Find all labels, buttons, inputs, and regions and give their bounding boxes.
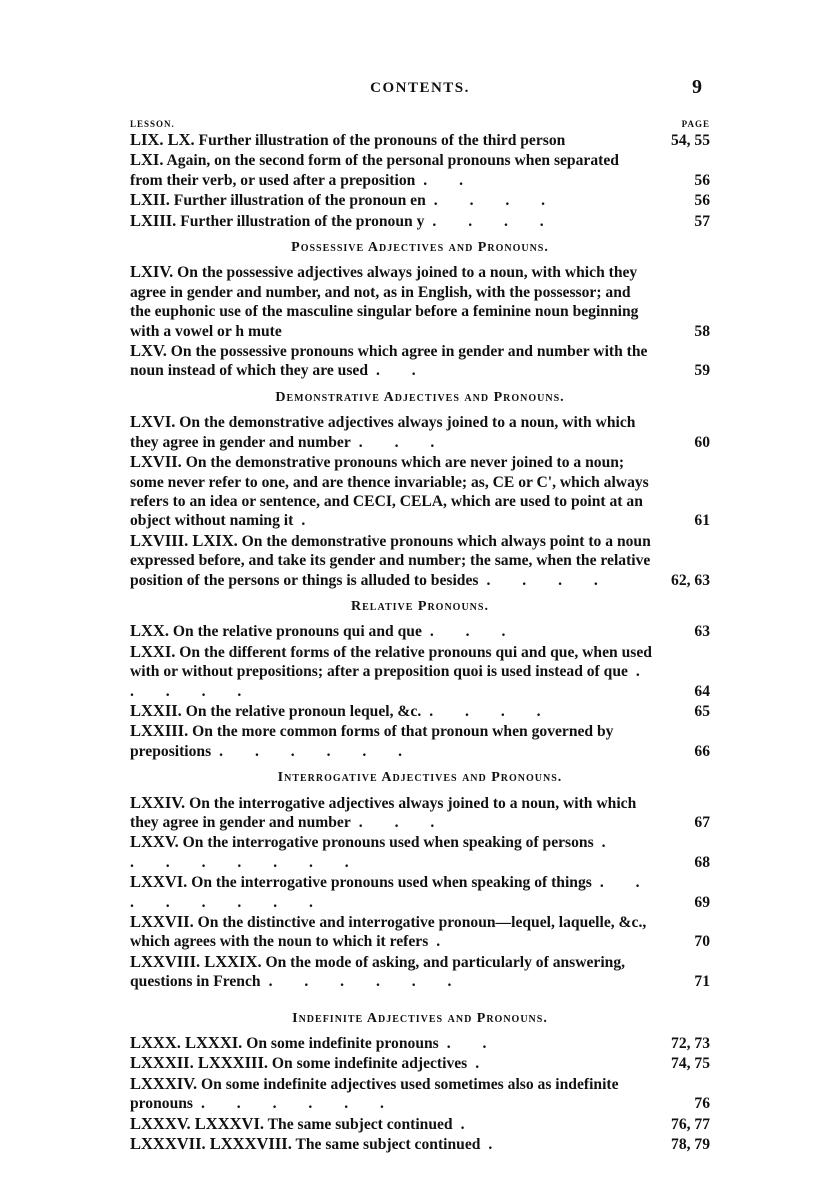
leader-dots: . . . . . <box>130 663 654 700</box>
page-reference: 64 <box>694 682 710 700</box>
page-reference: 72, 73 <box>671 1035 710 1053</box>
toc-entry <box>130 832 710 872</box>
lesson-title: On the interrogative adjectives always joined to a noun, with which they agree in gender and number <box>130 794 637 831</box>
leader-dots <box>282 323 290 340</box>
section-heading: Relative Pronouns. <box>351 598 489 614</box>
lesson-number: LXXII. <box>130 700 182 720</box>
page-column-heading: PAGE <box>681 119 710 129</box>
lesson-title: On the relative pronoun lequel, &c. <box>185 702 422 720</box>
lesson-number: LXXXII. LXXXIII. <box>130 1053 268 1073</box>
toc-entry <box>130 952 710 992</box>
page-reference: 62, 63 <box>671 571 710 589</box>
toc-entry <box>130 872 710 912</box>
lesson-title: On some indefinite adjectives <box>271 1055 468 1073</box>
toc-entry <box>130 721 710 761</box>
leader-dots: . . . . . . <box>268 973 466 991</box>
lesson-number: LXVII. <box>130 452 182 472</box>
page-reference: 78, 79 <box>671 1136 710 1154</box>
page-reference: 71 <box>694 973 710 991</box>
running-title: CONTENTS. <box>370 80 470 96</box>
lesson-title: On the relative pronouns qui and que <box>172 623 422 641</box>
page-reference: 56 <box>694 171 710 189</box>
lesson-number: LXXIV. <box>130 792 186 812</box>
lesson-number: LXVIII. LXIX. <box>130 530 238 550</box>
leader-dots: . . <box>376 362 430 380</box>
page-reference: 63 <box>694 623 710 641</box>
lesson-title: On the demonstrative pronouns which always point to a noun expressed before, and take its gender and number; the same, when the relative position of the persons or things is alluded to besides <box>130 532 651 589</box>
lesson-title: The same subject continued <box>295 1136 481 1154</box>
leader-dots: . <box>301 512 320 530</box>
lesson-number: LXXX. LXXXI. <box>130 1033 243 1053</box>
lesson-title: On the distinctive and interrogative pronoun—lequel, laquelle, &c., which agrees with the noun to which it refers <box>130 914 647 951</box>
lesson-title: On some indefinite pronouns <box>246 1035 439 1053</box>
toc-entry <box>130 1074 710 1114</box>
toc-entry <box>130 1033 710 1053</box>
toc-entry <box>130 531 710 590</box>
lesson-number: LXXIII. <box>130 721 189 741</box>
page-reference: 76, 77 <box>671 1115 710 1133</box>
page-reference: 57 <box>694 212 710 230</box>
lesson-title: On the interrogative pronouns used when speaking of persons <box>182 834 594 852</box>
spacer <box>130 992 710 1002</box>
lesson-title: On the interrogative pronouns used when speaking of things <box>191 874 592 892</box>
section-heading: Possessive Adjectives and Pronouns. <box>291 240 549 256</box>
toc-entry <box>130 150 710 190</box>
toc-entry <box>130 1134 710 1154</box>
page-reference: 59 <box>694 362 710 380</box>
lesson-number: LXX. <box>130 621 169 641</box>
leader-dots: . . . . <box>432 212 558 230</box>
leader-dots: . . <box>423 171 477 189</box>
toc-entry <box>130 211 710 231</box>
lesson-number: LXXXIV. <box>130 1073 198 1093</box>
lesson-title: On the demonstrative pronouns which are never joined to a noun; some never refer to one, and are thence invariable; as, CE or C', which always refers to an idea or sentence, and CECI, CELA, which are used to point at an object without naming it <box>130 454 649 530</box>
lesson-number: LXIV. <box>130 262 174 282</box>
leader-dots: . . . <box>358 814 449 831</box>
page-reference: 67 <box>694 814 710 831</box>
leader-dots: . . . . <box>433 192 560 210</box>
lesson-title: On the different forms of the relative pronouns qui and que, when used with or without prepositions; after a preposition quoi is used instead of que <box>130 643 652 681</box>
toc-entry <box>130 452 710 531</box>
lesson-number: LXVI. <box>130 412 176 432</box>
toc-entry <box>130 190 710 210</box>
section-heading: Interrogative Adjectives and Pronouns. <box>277 770 563 786</box>
table-of-contents <box>130 130 710 1155</box>
leader-dots: . . . . . . . . <box>130 834 620 871</box>
toc-entry <box>130 793 710 833</box>
toc-entry <box>130 621 710 641</box>
page-reference: 61 <box>694 512 710 530</box>
leader-dots: . . . . <box>429 702 555 720</box>
lesson-number: LIX. LX. <box>130 130 195 149</box>
toc-entry <box>130 262 710 341</box>
leader-dots: . . . <box>429 623 520 641</box>
page-reference: 66 <box>694 742 710 760</box>
lesson-title: On the more common forms of that pronoun when governed by prepositions <box>130 723 614 760</box>
leader-dots: . <box>475 1055 494 1073</box>
page-reference: 60 <box>694 433 710 451</box>
toc-entry <box>130 130 710 150</box>
lesson-number: LXIII. <box>130 210 177 230</box>
section-heading: Indefinite Adjectives and Pronouns. <box>292 1010 548 1026</box>
lesson-title: The same subject continued <box>267 1115 453 1133</box>
lesson-title: Further illustration of the pronoun y <box>180 212 425 230</box>
lesson-title: Further illustration of the pronoun en <box>173 192 426 210</box>
toc-entry <box>130 412 710 452</box>
lesson-title: On the demonstrative adjectives always joined to a noun, with which they agree in gender and number <box>130 414 636 451</box>
lesson-number: LXXXVII. LXXXVIII. <box>130 1134 292 1154</box>
page-reference: 58 <box>694 322 710 340</box>
page-number: 9 <box>692 76 702 98</box>
lesson-title: Again, on the second form of the personal pronouns when separated from their verb, or used after a preposition <box>130 152 619 189</box>
lesson-number: LXI. <box>130 150 164 170</box>
toc-entry <box>130 701 710 721</box>
column-headings <box>130 119 710 129</box>
lesson-number: LXXVIII. LXXIX. <box>130 951 262 971</box>
toc-entry <box>130 341 710 381</box>
page-reference: 65 <box>694 702 710 720</box>
leader-dots: . . . . <box>486 571 612 589</box>
lesson-number: LXXXV. LXXXVI. <box>130 1113 265 1133</box>
lesson-title: On some indefinite adjectives used sometimes also as indefinite pronouns <box>130 1075 619 1113</box>
leader-dots: . <box>436 933 455 951</box>
page-reference: 54, 55 <box>671 132 710 149</box>
lesson-number: LXV. <box>130 341 167 361</box>
lesson-number: LXXI. <box>130 641 176 661</box>
toc-entry <box>130 1053 710 1073</box>
toc-entry <box>130 642 710 701</box>
page-reference: 76 <box>694 1095 710 1113</box>
leader-dots: . . . . . . . . <box>130 874 654 911</box>
toc-entry <box>130 1114 710 1134</box>
toc-entry <box>130 912 710 952</box>
lesson-number: LXXVI. <box>130 872 188 892</box>
leader-dots <box>565 132 573 149</box>
lesson-number: LXXV. <box>130 832 179 852</box>
lesson-title: On the possessive adjectives always joined to a noun, with which they agree in gender and number, and not, as in English, with the possessor; and the euphonic use of the masculine singular before a feminine noun beginning with a vowel or h mute <box>130 264 639 340</box>
leader-dots: . <box>460 1115 479 1133</box>
lesson-number: LXII. <box>130 190 170 210</box>
lesson-title: Further illustration of the pronouns of the third person <box>198 132 566 149</box>
lesson-number: LXXVII. <box>130 912 194 932</box>
page-reference: 56 <box>694 192 710 210</box>
page-reference: 68 <box>694 853 710 871</box>
leader-dots: . . <box>446 1035 501 1053</box>
leader-dots: . . . . . . <box>201 1095 398 1113</box>
leader-dots: . <box>488 1136 507 1154</box>
leader-dots: . . . . . . <box>219 742 417 760</box>
page-reference: 70 <box>694 933 710 951</box>
lesson-title: On the mode of asking, and particularly of answering, questions in French <box>130 953 626 991</box>
section-heading: Demonstrative Adjectives and Pronouns. <box>275 389 565 405</box>
lesson-column-heading: LESSON. <box>130 119 175 129</box>
leader-dots: . . . <box>358 433 449 451</box>
page-reference: 69 <box>694 893 710 911</box>
page-reference: 74, 75 <box>671 1055 710 1073</box>
lesson-title: On the possessive pronouns which agree in gender and number with the noun instead of which they are used <box>130 343 648 380</box>
